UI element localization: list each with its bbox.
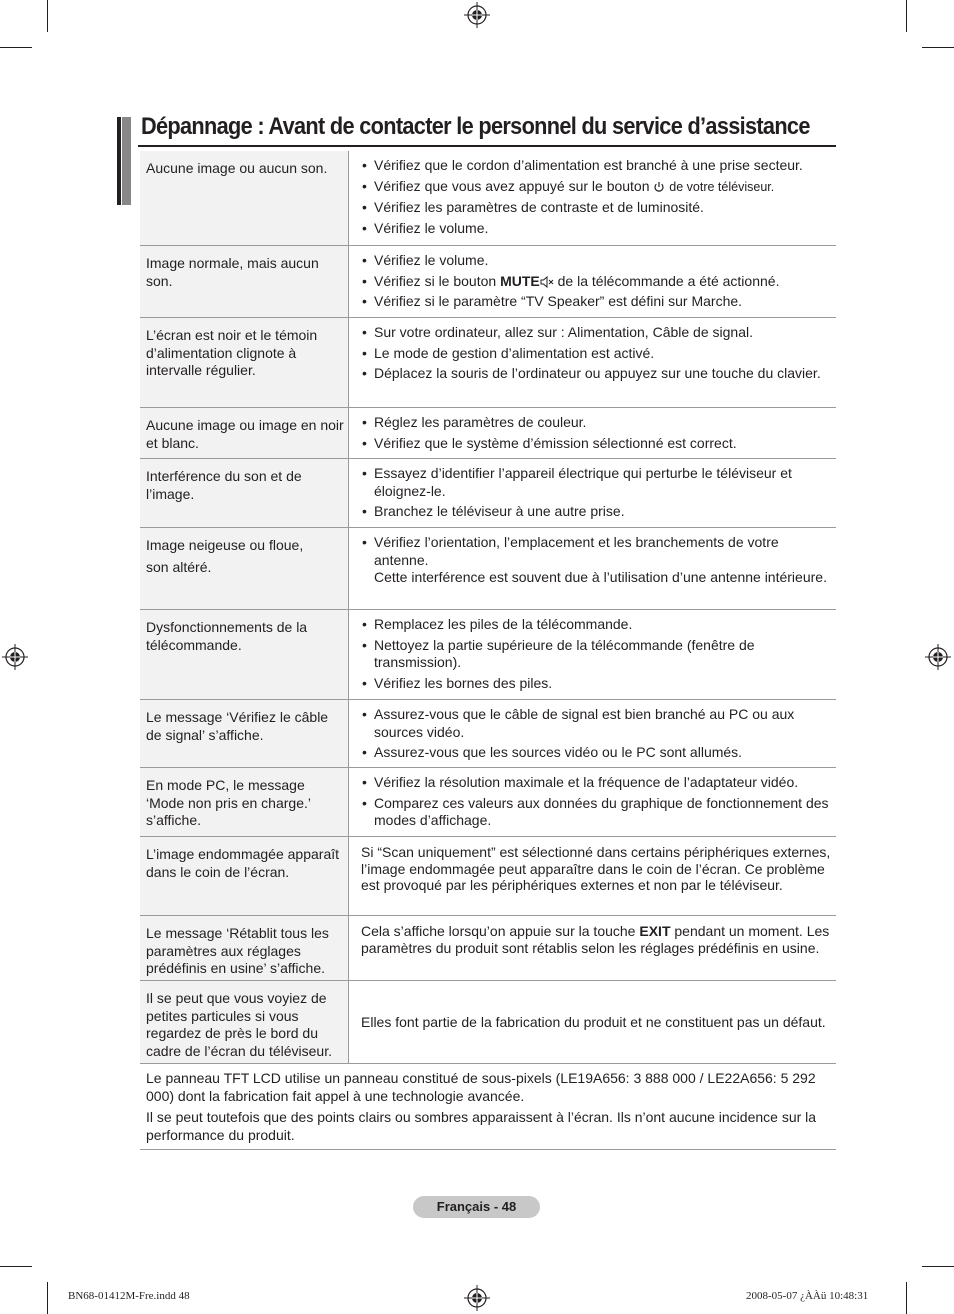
troubleshooting-table: [140, 151, 836, 1150]
page-number-badge: Français - 48: [413, 1196, 540, 1218]
solution-item: • Assurez-vous que les sources vidéo ou le PC sont allumés.: [361, 744, 832, 762]
problem-cell: Aucune image ou aucun son.: [140, 151, 348, 245]
solution-text: Vérifiez que vous avez appuyé sur le bouton: [374, 177, 650, 194]
solution-text: Cela s’affiche lorsqu’on appuie sur la touche: [361, 923, 636, 939]
solution-cell: [348, 916, 836, 980]
solution-cell: [348, 151, 836, 245]
registration-mark-icon: [464, 1285, 490, 1311]
problem-line: Image neigeuse ou floue,: [146, 537, 304, 553]
solution-item: • Réglez les paramètres de couleur.: [361, 414, 832, 432]
solution-paragraph: Elles font partie de la fabrication du produit et ne constituent pas un défaut.: [361, 1013, 826, 1030]
solution-cell: [348, 246, 836, 317]
problem-cell: [140, 528, 348, 609]
solution-cell: [348, 768, 836, 836]
solution-item: • Vérifiez le volume.: [361, 252, 832, 270]
solution-cell: [348, 700, 836, 767]
solution-item: • Le mode de gestion d’alimentation est activé.: [361, 345, 832, 363]
problem-line: son altéré.: [146, 558, 212, 575]
solution-cell: [348, 837, 836, 915]
solution-item: • Déplacez la souris de l’ordinateur ou appuyez sur une touche du clavier.: [361, 365, 832, 383]
table-row: [140, 768, 836, 837]
problem-cell: Il se peut que vous voyiez de petites particules si vous regardez de près le bord du cadre de l’écran du téléviseur.: [140, 981, 348, 1063]
solution-text: Vérifiez si le bouton: [374, 272, 497, 289]
problem-cell: L’image endommagée apparaît dans le coin de l’écran.: [140, 837, 348, 915]
solution-cell: [348, 408, 836, 458]
solution-cell: [348, 981, 836, 1063]
solution-item: • Vérifiez que le cordon d’alimentation est branché à une prise secteur.: [361, 157, 832, 175]
note-paragraph: Le panneau TFT LCD utilise un panneau constitué de sous-pixels (LE19A656: 3 888 000 / LE22A656: 5 292 000) dont la fabrication fait appel à une technologie avancée.: [146, 1070, 816, 1104]
crop-mark: [922, 1266, 954, 1267]
solution-cell: [348, 459, 836, 527]
registration-mark-icon: [464, 2, 490, 28]
table-row: [140, 151, 836, 246]
table-row: [140, 246, 836, 318]
problem-cell: Aucune image ou image en noir et blanc.: [140, 408, 348, 458]
title-divider: [138, 145, 836, 147]
crop-mark: [906, 1282, 907, 1314]
solution-item: • Vérifiez si le paramètre “TV Speaker” est défini sur Marche.: [361, 293, 832, 311]
problem-cell: L’écran est noir et le témoin d’alimentation clignote à intervalle régulier.: [140, 318, 348, 407]
solution-item: • Assurez-vous que le câble de signal est bien branché au PC ou aux sources vidéo.: [361, 706, 832, 741]
problem-cell: Dysfonctionnements de la télécommande.: [140, 610, 348, 699]
table-row: [140, 837, 836, 916]
solution-text: Cette interférence est souvent due à l’utilisation d’une antenne intérieure.: [374, 569, 827, 585]
problem-cell: Le message ‘Rétablit tous les paramètres aux réglages prédéfinis en usine’ s’affiche.: [140, 916, 348, 980]
problem-cell: Le message ‘Vérifiez le câble de signal’ s’affiche.: [140, 700, 348, 767]
mute-key-label: MUTE: [500, 272, 540, 289]
solution-item: • Vérifiez les paramètres de contraste et de luminosité.: [361, 199, 832, 217]
table-row: [140, 916, 836, 981]
solution-item: [361, 273, 832, 291]
solution-item: [361, 534, 832, 587]
solution-item: • Vérifiez le volume.: [361, 220, 832, 238]
title-accent-bar: [117, 117, 132, 205]
crop-mark: [906, 0, 907, 32]
solution-item: • Essayez d’identifier l’appareil électrique qui perturbe le téléviseur et éloignez-le.: [361, 465, 832, 500]
solution-cell: [348, 610, 836, 699]
registration-mark-icon: [925, 644, 951, 670]
solution-text: de votre téléviseur.: [669, 179, 775, 194]
mute-icon: [540, 276, 554, 288]
exit-key-label: EXIT: [639, 923, 671, 939]
crop-mark: [47, 0, 48, 32]
table-row: [140, 981, 836, 1064]
solution-text: de la télécommande a été actionné.: [557, 272, 780, 289]
solution-cell: [348, 318, 836, 407]
solution-paragraph: [361, 923, 832, 956]
solution-item: • Comparez ces valeurs aux données du graphique de fonctionnement des modes d’affichage.: [361, 795, 832, 830]
solution-item: [361, 178, 832, 197]
solution-item: • Vérifiez la résolution maximale et la fréquence de l’adaptateur vidéo.: [361, 774, 832, 792]
solution-paragraph: Si “Scan uniquement” est sélectionné dans certains périphériques externes, l’image endommagée peut apparaître dans le coin de l’écran. Ce problème est provoqué par les périphériques externes et non par le téléviseur.: [361, 844, 831, 893]
crop-mark: [0, 1266, 32, 1267]
solution-cell: [348, 528, 836, 609]
solution-item: • Vérifiez que le système d’émission sélectionné est correct.: [361, 435, 832, 453]
table-row: [140, 318, 836, 408]
crop-mark: [47, 1282, 48, 1314]
power-icon: [653, 181, 665, 193]
problem-cell: En mode PC, le message ‘Mode non pris en charge.’ s’affiche.: [140, 768, 348, 836]
solution-text: pendant un moment. Les paramètres du produit sont rétablis selon les réglages prédéfinis en usine.: [361, 923, 830, 956]
problem-cell: Image normale, mais aucun son.: [140, 246, 348, 317]
solution-item: • Sur votre ordinateur, allez sur : Alimentation, Câble de signal.: [361, 324, 832, 342]
file-slug: BN68-01412M-Fre.indd 48: [68, 1290, 190, 1302]
page-title: Dépannage : Avant de contacter le personnel du service d’assistance: [141, 113, 810, 140]
solution-item: • Remplacez les piles de la télécommande.: [361, 616, 832, 634]
crop-mark: [0, 47, 32, 48]
table-row: [140, 700, 836, 768]
solution-item: • Branchez le téléviseur à une autre prise.: [361, 503, 832, 521]
table-row: [140, 459, 836, 528]
registration-mark-icon: [2, 644, 28, 670]
crop-mark: [922, 47, 954, 48]
problem-cell: Interférence du son et de l’image.: [140, 459, 348, 527]
solution-item: • Vérifiez les bornes des piles.: [361, 675, 832, 693]
note-paragraph: Il se peut toutefois que des points clairs ou sombres apparaissent à l’écran. Ils n’ont aucune incidence sur la performance du produit.: [146, 1109, 817, 1143]
table-row: [140, 408, 836, 459]
lcd-note: [140, 1064, 836, 1150]
table-row: [140, 528, 836, 610]
solution-text: • Vérifiez l’orientation, l’emplacement et les branchements de votre antenne.: [374, 534, 779, 568]
print-timestamp: 2008-05-07 ¿ÀÀü 10:48:31: [746, 1290, 869, 1302]
table-row: [140, 610, 836, 700]
solution-item: • Nettoyez la partie supérieure de la télécommande (fenêtre de transmission).: [361, 637, 832, 672]
